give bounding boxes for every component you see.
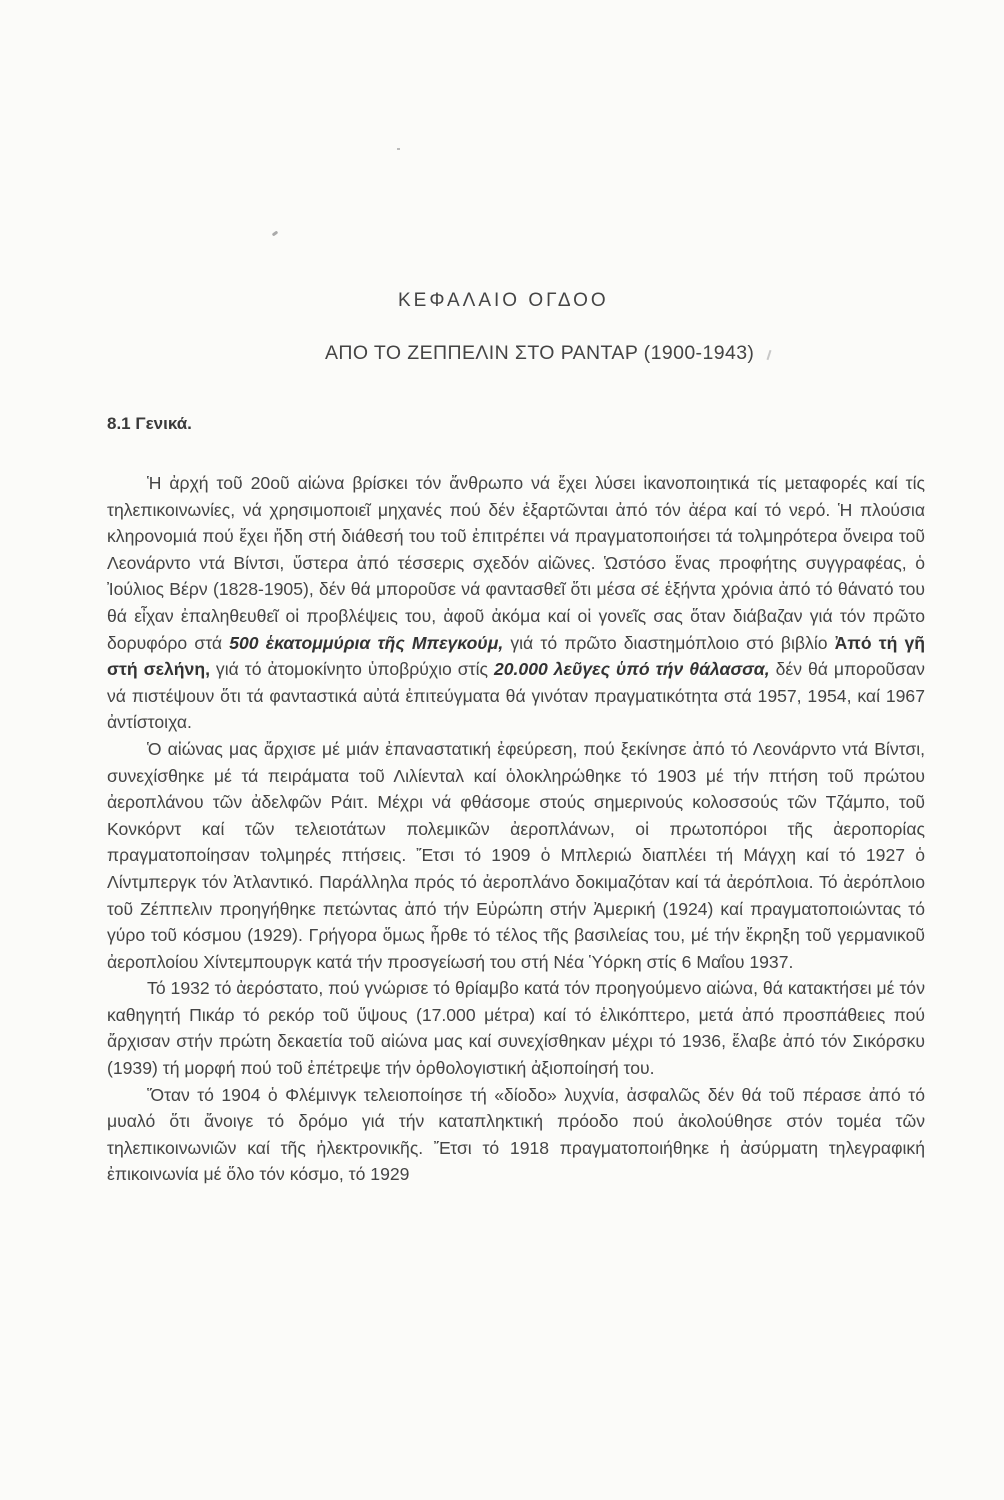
paragraph-text: γιά τό πρῶτο διαστημόπλοιο στό βιβλίο [503,632,835,653]
paragraph-3: Τό 1932 τό ἀερόστατο, πού γνώρισε τό θρίαμβο κατά τόν προηγούμενο αἰώνα, θά κατακτήσει μέ τόν καθηγητή Πικάρ τό ρεκόρ τοῦ ὕψους (17.000 μέτρα) καί τό ἑλικόπτερο, μετά ἀπό προσπάθειες πού ἄρχισαν στήν πρώτη δεκαετία τοῦ αἰώνα μας καί συνεχίσθηκαν μέχρι τό 1936, ἔλαβε ἀπό τόν Σικόρσκυ (1939) τή μορφή πού τοῦ ἐπέτρεψε τήν ὀρθολογιστική ἀξιοποίησή του. [107,978,925,1079]
paragraph-text: γιά τό ἀτομοκίνητο ὑποβρύχιο στίς [209,659,494,680]
paragraph-text: δέν θά μποροῦσαν νά πιστέψουν ὅτι τά φανταστικά αὐτά ἐπιτεύγματα θά γινόταν πραγματικότητα στά 1957, 1954, καί 1967 ἀντίστοιχα. [107,659,925,733]
scan-speck [397,148,400,150]
book-title-20000-leagues: 20.000 λεῦγες ὑπό τήν θάλασσα, [493,659,770,680]
body-text [107,470,925,1188]
book-title-begoum: 500 ἑκατομμύρια τῆς Μπεγκούμ, [229,632,504,653]
scan-speck [272,231,279,237]
paragraph-4: Ὅταν τό 1904 ὁ Φλέμινγκ τελειοποίησε τή «δίοδο» λυχνία, ἀσφαλῶς δέν θά τοῦ πέρασε ἀπό τό μυαλό ὅτι ἄνοιγε τό δρόμο γιά τήν καταπληκτική πρόοδο πού ἀκολούθησε στόν τομέα τῶν τηλεπικοινωνιῶν καί τῆς ἠλεκτρονικῆς. Ἔτσι τό 1918 πραγματοποιήθηκε ἡ ἀσύρματη τηλεγραφική ἐπικοινωνία μέ ὅλο τόν κόσμο, τό 1929 [107,1084,925,1185]
paragraph-1 [107,470,925,736]
paragraph-2: Ὁ αἰώνας μας ἄρχισε μέ μιάν ἐπαναστατική ἐφεύρεση, πού ξεκίνησε ἀπό τό Λεονάρντο ντά Βίντσι, συνεχίσθηκε μέ τά πειράματα τοῦ Λιλίενταλ καί ὁλοκληρώθηκε τό 1903 μέ τήν πτήση τοῦ πρώτου ἀεροπλάνου τῶν ἀδελφῶν Ράιτ. Μέχρι νά φθάσομε στούς σημερινούς κολοσσούς τῶν Τζάμπο, τοῦ Κονκόρντ καί τῶν τελειοτάτων πολεμικῶν ἀεροπλάνων, οἱ πρωτοπόροι τῆς ἀεροπορίας πραγματοποίησαν τολμηρές πτήσεις. Ἔτσι τό 1909 ὁ Μπλεριώ διαπλέει τή Μάγχη καί τό 1927 ὁ Λίντμπεργκ τόν Ἀτλαντικό. Παράλληλα πρός τό ἀεροπλάνο δοκιμαζόταν καί τά ἀερόπλοια. Τό ἀερόπλοιο τοῦ Ζέππελιν προηγήθηκε πετώντας ἀπό τήν Εὐρώπη στήν Ἀμερική (1924) καί πραγματοποιώντας τό γύρο τοῦ κόσμου (1929). Γρήγορα ὅμως ἦρθε τό τέλος τῆς βασιλείας του, μέ τήν ἔκρηξη τοῦ γερμανικοῦ ἀεροπλοίου Χίντεμπουργκ κατά τήν προσγείωσή του στή Νέα Ὑόρκη στίς 6 Μαΐου 1937. [107,738,925,972]
section-heading: 8.1 Γενικά. [107,414,192,433]
scan-speck [767,350,772,360]
chapter-label: ΚΕΦΑΛΑΙΟ ΟΓΔΟΟ [398,290,609,311]
chapter-title: ΑΠΟ ΤΟ ΖΕΠΠΕΛΙΝ ΣΤΟ ΡΑΝΤΑΡ (1900-1943) [325,342,755,364]
paragraph-text: Ἡ ἀρχή τοῦ 20οῦ αἰώνα βρίσκει τόν ἄνθρωπο νά ἔχει λύσει ἱκανοποιητικά τίς μεταφορές καί τίς τηλεπικοινωνίες, νά χρησιμοποιεῖ μηχανές πού δέν ἐξαρτῶνται ἀπό τόν ἀέρα καί τό νερό. Ἡ πλούσια κληρονομιά πού ἔχει ἤδη στή διάθεσή του τοῦ ἐπιτρέπει νά πραγματοποιήσει τά τολμηρότερα ὄνειρα τοῦ Λεονάρντο ντά Βίντσι, ὕστερα ἀπό τέσσερις σχεδόν αἰῶνες. Ὡστόσο ἕνας προφήτης συγγραφέας, ὁ Ἰούλιος Βέρν (1828-1905), δέν θά μποροῦσε νά φαντασθεῖ ὅτι μέσα σέ ἑξήντα χρόνια ἀπό τό θάνατό του θά εἶχαν ἐπαληθευθεῖ οἱ προβλέψεις του, ἀφοῦ ἀκόμα καί οἱ γονεῖς σας ὅταν διάβαζαν γιά τόν πρῶτο δορυφόρο στά [107,473,925,653]
book-title-earth-moon: Ἀπό τή γῆ στή σελήνη, [107,632,925,680]
